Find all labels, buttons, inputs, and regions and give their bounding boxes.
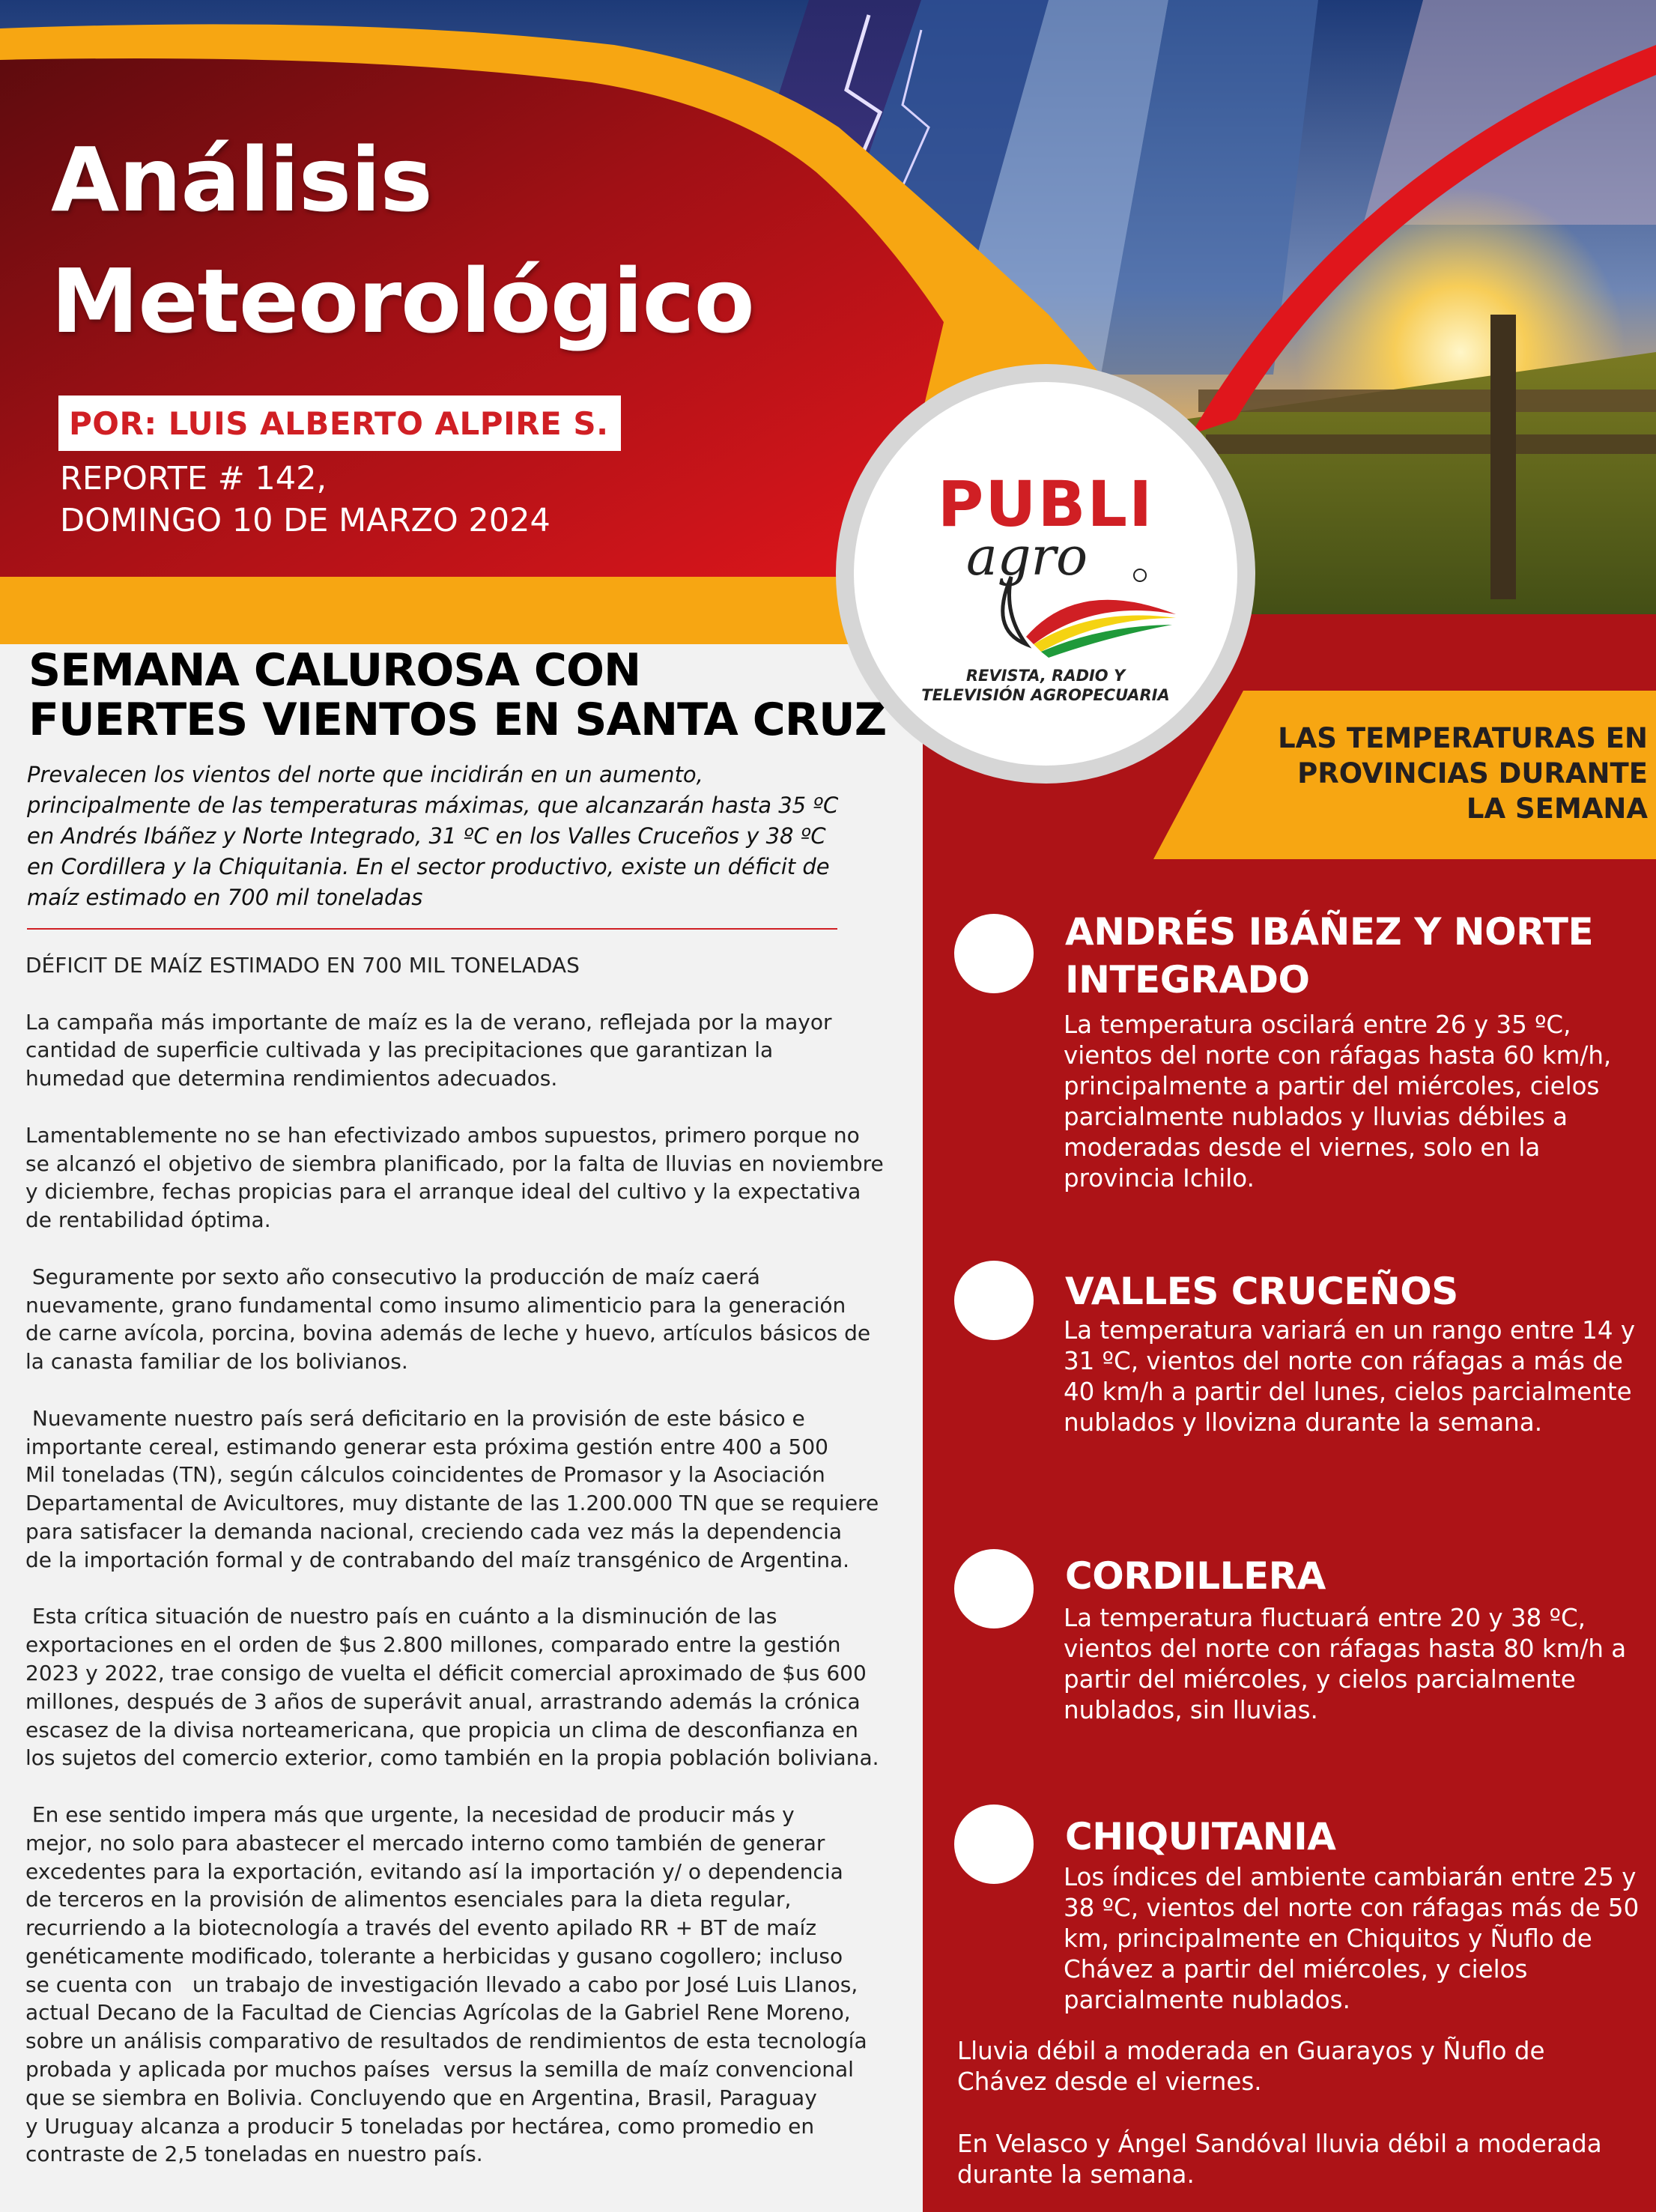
region-title-andres-ibanez: ANDRÉS IBÁÑEZ Y NORTE INTEGRADO (1065, 910, 1594, 1002)
headline-line-2: FUERTES VIENTOS EN SANTA CRUZ (28, 694, 887, 746)
page-title-line-2: Meteorológico (51, 249, 754, 353)
article-lead: Prevalecen los vientos del norte que incidirán en un aumento, principalmente de las temperaturas máximas, que alcanzarán hasta 35 ºC en Andrés Ibáñez y Norte Integrado, 31 ºC en los Valles Cruceños y 38 ºC en Cordillera y la Chiquitania. En el sector productivo, existe un déficit de maíz estimado en 700 mil toneladas (27, 762, 839, 910)
page-title-line-1: Análisis (51, 128, 432, 231)
publiagro-logo (836, 364, 1255, 784)
logo-brand-bottom: agro (966, 526, 1088, 587)
bullet-dot (954, 914, 1034, 993)
header (0, 0, 1656, 644)
banner-line-2: PROVINCIAS DURANTE (1297, 757, 1648, 790)
region-title-valles-crucenos: VALLES CRUCEÑOS (1065, 1270, 1458, 1313)
banner-line-1: LAS TEMPERATURAS EN (1278, 722, 1648, 754)
region-text-valles-crucenos: La temperatura variará en un rango entre 14 y 31 ºC, vientos del norte con ráfagas a más de 40 km/h a partir del lunes, cielos parcialmente nublados y llovizna durante la semana. (1064, 1316, 1636, 1437)
bullet-dot (954, 1549, 1034, 1628)
region-title-cordillera: CORDILLERA (1065, 1554, 1326, 1598)
report-number: REPORTE # 142, (60, 460, 327, 497)
author-badge: POR: LUIS ALBERTO ALPIRE S. (58, 396, 621, 451)
divider (27, 928, 837, 930)
note-guarayos: Lluvia débil a moderada en Guarayos y Ñuflo de Chávez desde el viernes. (957, 2037, 1545, 2096)
note-velasco: En Velasco y Ángel Sandóval lluvia débil a moderada durante la semana. (957, 2130, 1602, 2189)
logo-tagline-1: REVISTA, RADIO Y (965, 667, 1126, 685)
report-date: DOMINGO 10 DE MARZO 2024 (60, 502, 551, 539)
logo-tagline-2: TELEVISIÓN AGROPECUARIA (921, 686, 1170, 704)
bolivia-flag-swoosh-icon (959, 547, 1183, 659)
headline-line-1: SEMANA CALUROSA CON (28, 644, 641, 697)
bullet-dot (954, 1261, 1034, 1340)
article-body: DÉFICIT DE MAÍZ ESTIMADO EN 700 MIL TONELADAS La campaña más importante de maíz es la de verano, reflejada por la mayor cantidad de superficie cultivada y las precipitaciones que garantizan la humedad que determina rendimientos adecuados. Lamentablemente no se han efectivizado ambos supuestos, primero porque no se alcanzó el objetivo de siembra planificado, por la falta de lluvias en noviembre y diciembre, fechas propicias para el arranque ideal del cultivo y la expectativa de rentabilidad óptima. Seguramente por sexto año consecutivo la producción de maíz caerá nuevamente, grano fundamental como insumo alimenticio para la generación de carne avícola, porcina, bovina además de leche y huevo, artículos básicos de la canasta familiar de los bolivianos. Nuevamente nuestro país será deficitario en la provisión de este básico e importante cereal, estimando generar esta próxima gestión entre 400 a 500 Mil toneladas (TN), según cálculos coincidentes de Promasor y la Asociación Departamental de Avicultores, muy distante de las 1.200.000 TN que se requiere para satisfacer la demanda nacional, creciendo cada vez más la dependencia de la importación formal y de contrabando del maíz transgénico de Argentina. Esta crítica situación de nuestro país en cuánto a la disminución de las exportaciones en el orden de $us 2.800 millones, comparado entre la gestión 2023 y 2022, trae consigo de vuelta el déficit comercial aproximado de $us 600 millones, después de 3 años de superávit anual, arrastrando además la crónica escasez de la divisa norteamericana, que propicia un clima de desconfianza en los sujetos del comercio exterior, como también en la propia población boliviana. En ese sentido impera más que urgente, la necesidad de producir más y mejor, no solo para abastecer el mercado interno como también de generar excedentes para la exportación, evitando así la importación y/ o dependencia de terceros en la provisión de alimentos esenciales para la dieta regular, recurriendo a la biotecnología a través del evento apilado RR + BT de maíz genéticamente modificado, tolerante a herbicidas y gusano cogollero; incluso se cuenta con un trabajo de investigación llevado a cabo por José Luis Llanos, actual Decano de la Facultad de Ciencias Agrícolas de la Gabriel Rene Moreno, sobre un análisis comparativo de resultados de rendimientos de esta tecnología probada y aplicada por muchos países versus la semilla de maíz convencional que se siembra en Bolivia. Concluyendo que en Argentina, Brasil, Paraguay y Uruguay alcanza a producir 5 toneladas por hectárea, como promedio en contraste de 2,5 toneladas en nuestro país. (25, 953, 884, 2167)
article-headline (28, 646, 912, 745)
region-title-chiquitania: CHIQUITANIA (1065, 1815, 1336, 1858)
region-text-chiquitania: Los índices del ambiente cambiarán entre 25 y 38 ºC, vientos del norte con ráfagas más de 50 km, principalmente en Chiquitos y Ñuflo de Chávez a partir del miércoles, y cielos parcialmente nublados. (1064, 1863, 1640, 2014)
bullet-dot (954, 1805, 1034, 1884)
region-text-cordillera: La temperatura fluctuará entre 20 y 38 ºC, vientos del norte con ráfagas hasta 80 km/h a partir del miércoles, y cielos parcialmente nublados, sin lluvias. (1064, 1604, 1627, 1724)
banner-line-3: LA SEMANA (1466, 793, 1648, 825)
provinces-banner-text (1228, 721, 1648, 826)
logo-brand-top: PUBLI (937, 467, 1154, 541)
region-text-andres-ibanez: La temperatura oscilará entre 26 y 35 ºC, vientos del norte con ráfagas hasta 60 km/h, principalmente a partir del miércoles, cielos parcialmente nublados y lluvias débiles a moderadas desde el viernes, solo en la provincia Ichilo. (1064, 1010, 1612, 1193)
logo-disc (854, 382, 1237, 766)
